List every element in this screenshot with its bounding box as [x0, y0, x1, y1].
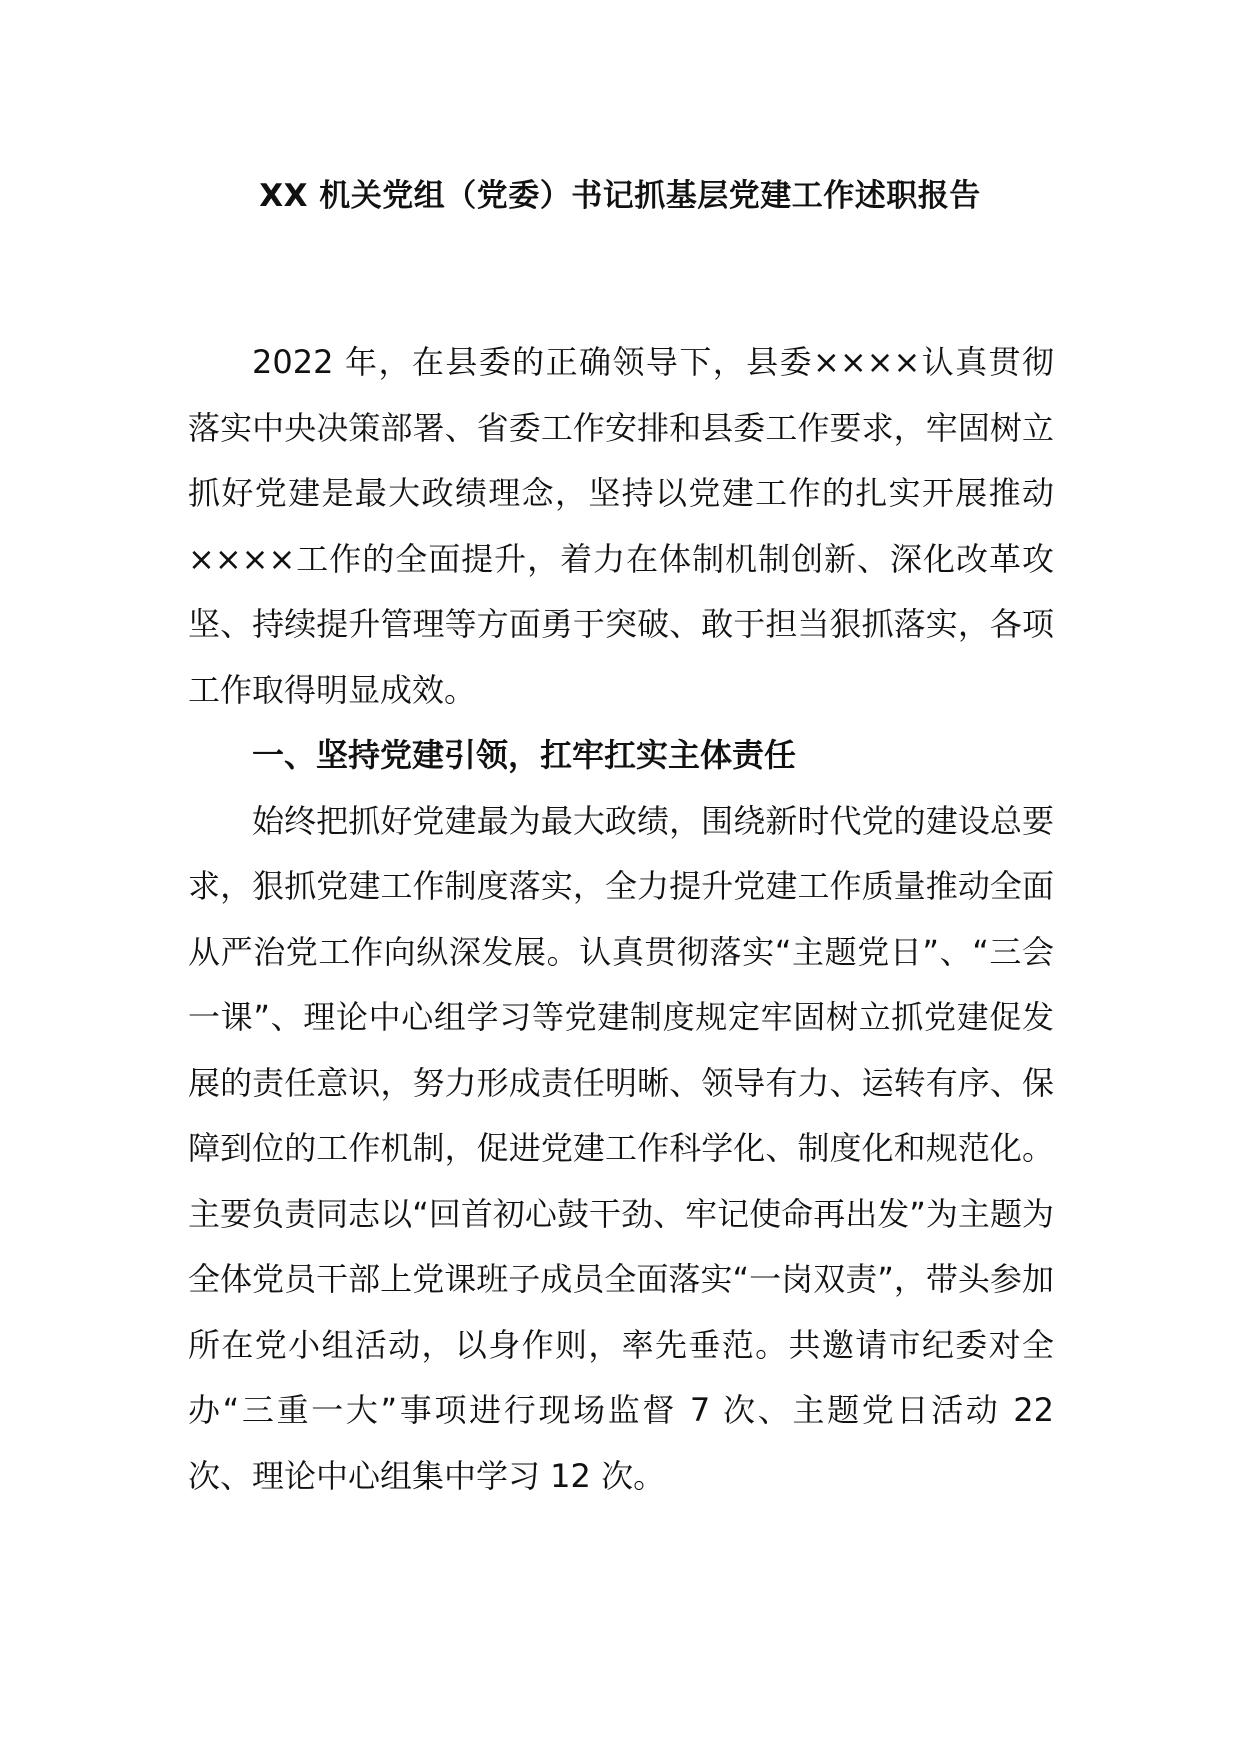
- document-title: XX 机关党组（党委）书记抓基层党建工作述职报告: [259, 178, 981, 214]
- document-body: [188, 330, 1054, 1509]
- section-heading-1: 一、坚持党建引领，扛牢扛实主体责任: [252, 736, 797, 774]
- intro-paragraph: 2022 年，在县委的正确领导下，县委××××认真贯彻落实中央决策部署、省委工作安排和县委工作要求，牢固树立抓好党建是最大政绩理念，坚持以党建工作的扎实开展推动××××工作的全面提升，着力在体制机制创新、深化改革攻坚、持续提升管理等方面勇于突破、敢于担当狠抓落实，各项工作取得明显成效。: [188, 343, 1054, 709]
- section-paragraph-1: 始终把抓好党建最为最大政绩，围绕新时代党的建设总要求，狠抓党建工作制度落实，全力提升党建工作质量推动全面从严治党工作向纵深发展。认真贯彻落实“主题党日”、“三会一课”、理论中心组学习等党建制度规定牢固树立抓党建促发展的责任意识，努力形成责任明晰、领导有力、运转有序、保障到位的工作机制，促进党建工作科学化、制度化和规范化。主要负责同志以“回首初心鼓干劲、牢记使命再出发”为主题为全体党员干部上党课班子成员全面落实“一岗双责”，带头参加所在党小组活动，以身作则，率先垂范。共邀请市纪委对全办“三重一大”事项进行现场监督 7 次、主题党日活动 22 次、理论中心组集中学习 12 次。: [188, 801, 1054, 1495]
